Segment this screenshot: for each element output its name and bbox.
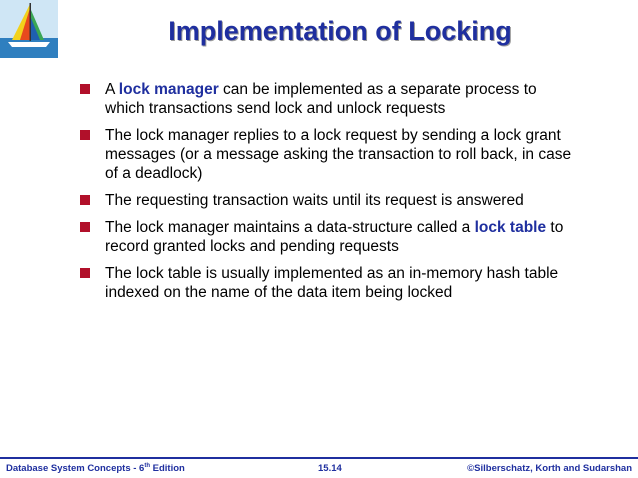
bullet-highlight: lock table bbox=[474, 219, 547, 236]
bullet-text: The requesting transaction waits until its request is answered bbox=[105, 192, 524, 209]
bullet-item bbox=[80, 191, 580, 210]
footer-divider bbox=[0, 457, 638, 459]
square-bullet-icon bbox=[80, 222, 90, 232]
bullet-text: A bbox=[105, 81, 119, 98]
bullet-item bbox=[80, 126, 580, 183]
square-bullet-icon bbox=[80, 195, 90, 205]
footer-copyright: ©Silberschatz, Korth and Sudarshan bbox=[467, 463, 632, 474]
footer-book-title bbox=[6, 463, 185, 474]
bullet-text: The lock manager maintains a data-structure called a bbox=[105, 219, 475, 236]
bullet-text: The lock manager replies to a lock request by sending a lock grant messages (or a message asking the transaction to roll back, in case of a deadlock) bbox=[105, 127, 572, 182]
bullet-highlight: lock manager bbox=[118, 81, 219, 98]
footer-edition-suffix: Edition bbox=[150, 463, 185, 475]
bullet-text: The lock table is usually implemented as an in-memory hash table indexed on the name of the data item being locked bbox=[105, 265, 559, 301]
bullet-text: to record granted locks and pending requests bbox=[105, 219, 564, 255]
bullet-item bbox=[80, 80, 580, 118]
square-bullet-icon bbox=[80, 84, 90, 94]
footer-edition-sup: th bbox=[144, 463, 151, 469]
bullet-list bbox=[80, 80, 580, 310]
bullet-item bbox=[80, 218, 580, 256]
slide-title: Implementation of Locking bbox=[168, 16, 512, 46]
bullet-text: can be implemented as a separate process to which transactions send lock and unlock requests bbox=[105, 81, 537, 117]
square-bullet-icon bbox=[80, 130, 90, 140]
square-bullet-icon bbox=[80, 268, 90, 278]
bullet-item bbox=[80, 264, 580, 302]
sailboat-logo-icon bbox=[0, 0, 58, 58]
footer-book-name: Database System Concepts - 6 bbox=[6, 463, 145, 475]
footer-page-number: 15.14 bbox=[318, 463, 342, 474]
